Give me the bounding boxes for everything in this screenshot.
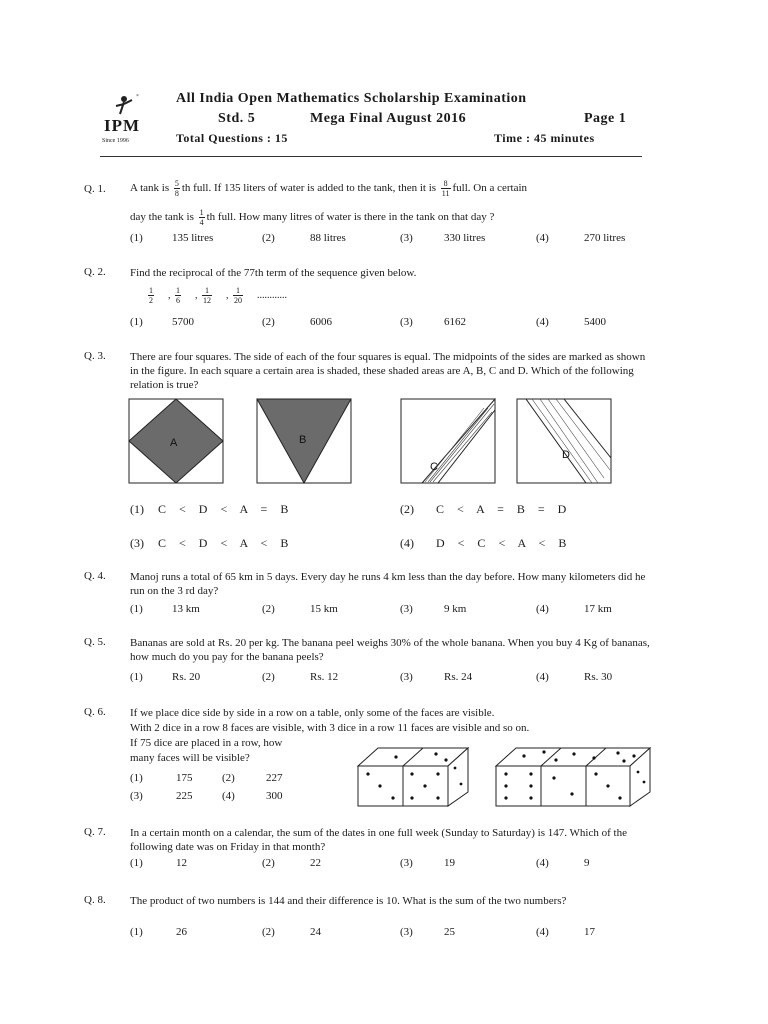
- q1-option-2: 88 litres: [310, 232, 346, 244]
- q3-option-1: C < D < A = B: [158, 502, 289, 516]
- q7-option-2: 22: [310, 857, 321, 869]
- q8-option-3: 25: [444, 926, 455, 938]
- q1-text-c: full. On a certain: [452, 182, 528, 194]
- q3-square-c: [400, 398, 496, 484]
- total-questions: Total Questions : 15: [176, 131, 288, 145]
- logo-since: Since 1996: [102, 138, 129, 144]
- q1-text: [130, 178, 650, 198]
- q2-sequence: [146, 286, 287, 305]
- q6-option-4: 300: [266, 790, 283, 802]
- q2-number: Q. 2.: [84, 266, 106, 278]
- q1-text-a: A tank is: [130, 182, 170, 194]
- q5-number: Q. 5.: [84, 636, 106, 648]
- edition-label: Mega Final August 2016: [310, 111, 467, 126]
- q8-number: Q. 8.: [84, 894, 106, 906]
- q3-label-a: A: [170, 437, 178, 449]
- q4-option-2: 15 km: [310, 603, 338, 615]
- q6-option-3: 225: [176, 790, 193, 802]
- q2-option-1-label: (1): [130, 316, 143, 328]
- q8-option-2-label: (2): [262, 926, 275, 938]
- q6-line-2: With 2 dice in a row 8 faces are visible, with 3 dice in a row 11 faces are visible and so on.: [130, 722, 530, 734]
- q5-option-2-label: (2): [262, 671, 275, 683]
- q3-label-b: B: [299, 434, 307, 446]
- q4-option-1: 13 km: [172, 603, 200, 615]
- q2-option-4: 5400: [584, 316, 606, 328]
- q3-option-4-label: (4): [400, 536, 414, 550]
- q1-text-line2: [130, 208, 650, 227]
- q1-option-2-label: (2): [262, 232, 275, 244]
- q3-square-b: [256, 398, 352, 484]
- q1-option-3-label: (3): [400, 232, 413, 244]
- q5-text: Bananas are sold at Rs. 20 per kg. The banana peel weighs 30% of the whole banana. When you buy 4 Kg of bananas, how much do you pay for the banana peels?: [130, 637, 650, 663]
- logo-text: IPM: [104, 116, 141, 135]
- q7-text: In a certain month on a calendar, the sum of the dates in one full week (Sunday to Saturday) is 147. Which of the following date was on Friday in that month?: [130, 827, 627, 853]
- page-number: Page 1: [584, 111, 627, 126]
- q7-option-3-label: (3): [400, 857, 413, 869]
- q6-number: Q. 6.: [84, 706, 106, 718]
- q5-option-4: Rs. 30: [584, 671, 613, 683]
- q5-option-2: Rs. 12: [310, 671, 339, 683]
- header-divider: [100, 156, 642, 157]
- q4-option-3: 9 km: [444, 603, 467, 615]
- q1-fraction-3: $\frac{1}{4}$: [199, 208, 204, 227]
- q2-comma: ,: [195, 289, 198, 301]
- q6-three-dice: [494, 744, 656, 808]
- q1-option-1: 135 litres: [172, 232, 214, 244]
- q8-option-4-label: (4): [536, 926, 549, 938]
- q1-text-b: th full. If 135 liters of water is added to the tank, then it is: [181, 182, 437, 194]
- q3-label-c: C: [430, 461, 438, 473]
- q3-label-d: D: [562, 449, 570, 461]
- q7-number: Q. 7.: [84, 826, 106, 838]
- q5-option-4-label: (4): [536, 671, 549, 683]
- q5-option-3-label: (3): [400, 671, 413, 683]
- q3-option-2: C < A = B = D: [436, 502, 567, 516]
- exam-title: All India Open Mathematics Scholarship Examination: [176, 91, 527, 106]
- ipm-logo: [102, 92, 162, 150]
- q1-option-1-label: (1): [130, 232, 143, 244]
- q1-option-4-label: (4): [536, 232, 549, 244]
- q5-option-1: Rs. 20: [172, 671, 201, 683]
- q2-comma: ,: [226, 289, 229, 301]
- q4-option-4-label: (4): [536, 603, 549, 615]
- q2-comma: ,: [168, 289, 171, 301]
- q2-seq-term-4: $\frac{1}{20}$: [234, 286, 242, 305]
- q4-option-2-label: (2): [262, 603, 275, 615]
- q2-option-3: 6162: [444, 316, 466, 328]
- std-label: Std. 5: [218, 111, 256, 126]
- q2-option-4-label: (4): [536, 316, 549, 328]
- q3-option-1-label: (1): [130, 502, 144, 516]
- q2-seq-term-2: $\frac{1}{6}$: [176, 286, 180, 305]
- q2-seq-term-3: $\frac{1}{12}$: [203, 286, 211, 305]
- q2-option-2: 6006: [310, 316, 332, 328]
- q7-option-3: 19: [444, 857, 455, 869]
- q6-two-dice: [356, 744, 476, 808]
- q2-seq-term-1: $\frac{1}{2}$: [149, 286, 153, 305]
- q3-square-d: [516, 398, 612, 484]
- q3-number: Q. 3.: [84, 350, 106, 362]
- q8-text: The product of two numbers is 144 and their difference is 10. What is the sum of the two numbers?: [130, 895, 567, 907]
- q7-option-4: 9: [584, 857, 590, 869]
- q1-fraction-2: $\frac{8}{11}$: [441, 178, 450, 198]
- q2-ellipsis: ............: [257, 289, 287, 301]
- q4-option-4: 17 km: [584, 603, 612, 615]
- q3-text: There are four squares. The side of each of the four squares is equal. The midpoints of the sides are marked as shown in the figure. In each square a certain area is shaded, these shaded areas are A, B, C and D. Which of the following relation is true?: [130, 351, 646, 391]
- q7-option-1: 12: [176, 857, 187, 869]
- q4-number: Q. 4.: [84, 570, 106, 582]
- svg-text:*: *: [136, 94, 139, 100]
- q6-option-1-label: (1): [130, 772, 143, 784]
- q8-option-1: 26: [176, 926, 187, 938]
- q1-text-e: th full. How many litres of water is there in the tank on that day ?: [206, 211, 495, 224]
- q8-option-4: 17: [584, 926, 595, 938]
- q2-option-1: 5700: [172, 316, 194, 328]
- q1-fraction-1: $\frac{5}{8}$: [174, 178, 179, 198]
- q7-option-4-label: (4): [536, 857, 549, 869]
- q3-option-3-label: (3): [130, 536, 144, 550]
- q3-option-2-label: (2): [400, 502, 414, 516]
- q6-option-2-label: (2): [222, 772, 235, 784]
- q4-option-1-label: (1): [130, 603, 143, 615]
- q5-option-3: Rs. 24: [444, 671, 473, 683]
- q8-option-1-label: (1): [130, 926, 143, 938]
- q3-option-4: D < C < A < B: [436, 536, 567, 550]
- q3-square-a: [128, 398, 224, 484]
- q4-text: Manoj runs a total of 65 km in 5 days. Every day he runs 4 km less than the day before. How many kilometers did he run on the 3 rd day?: [130, 571, 646, 597]
- q8-option-3-label: (3): [400, 926, 413, 938]
- q6-option-1: 175: [176, 772, 193, 784]
- q1-number: Q. 1.: [84, 183, 106, 195]
- q1-text-d: day the tank is: [130, 211, 194, 224]
- q6-line-3: If 75 dice are placed in a row, how: [130, 737, 283, 749]
- q5-option-1-label: (1): [130, 671, 143, 683]
- q6-line-1: If we place dice side by side in a row on a table, only some of the faces are visible.: [130, 707, 495, 719]
- q8-option-2: 24: [310, 926, 321, 938]
- q2-option-3-label: (3): [400, 316, 413, 328]
- q1-option-4: 270 litres: [584, 232, 626, 244]
- q3-option-3: C < D < A < B: [158, 536, 289, 550]
- q7-option-2-label: (2): [262, 857, 275, 869]
- q6-option-2: 227: [266, 772, 283, 784]
- q6-line-4: many faces will be visible?: [130, 752, 250, 764]
- q2-option-2-label: (2): [262, 316, 275, 328]
- time-label: Time : 45 minutes: [494, 131, 595, 145]
- q6-option-3-label: (3): [130, 790, 143, 802]
- q1-option-3: 330 litres: [444, 232, 486, 244]
- q4-option-3-label: (3): [400, 603, 413, 615]
- q2-text: Find the reciprocal of the 77th term of the sequence given below.: [130, 267, 417, 279]
- q6-option-4-label: (4): [222, 790, 235, 802]
- q7-option-1-label: (1): [130, 857, 143, 869]
